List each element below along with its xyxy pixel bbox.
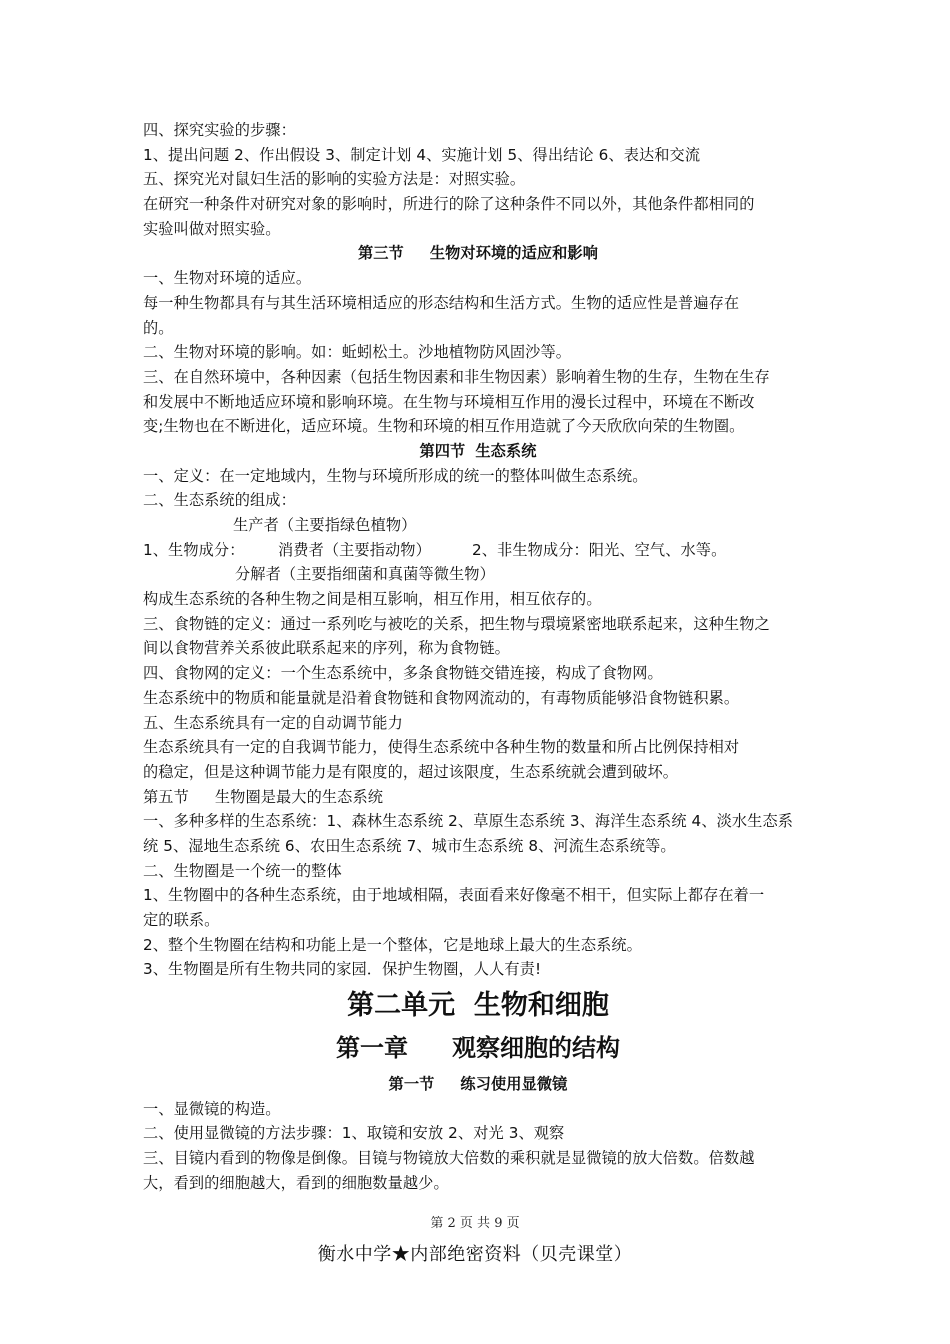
- text-line: 大，看到的细胞越大，看到的细胞数量越少。: [143, 1173, 449, 1192]
- footer-brand: 衡水中学★内部绝密资料（贝壳课堂）: [317, 1244, 633, 1265]
- text-line: 3、生物圈是所有生物共同的家园．保护生物圈，人人有责!: [143, 960, 542, 979]
- text-line: 三、在自然环境中，各种因素（包括生物因素和非生物因素）影响着生物的生存，生物在生存: [143, 367, 770, 386]
- text-line: 和发展中不断地适应环境和影响环境。在生物与环境相互作用的漫长过程中，环境在不断改: [143, 392, 755, 411]
- section-number: 第五节: [143, 787, 189, 806]
- text-line: 一、定义：在一定地域内，生物与环境所形成的统一的整体叫做生态系统。: [143, 466, 648, 485]
- text-line: 1、生物圈中的各种生态系统，由于地域相隔，表面看来好像毫不相干，但实际上都存在着一: [143, 886, 765, 905]
- text-line: 每一种生物都具有与其生活环境相适应的形态结构和生活方式。生物的适应性是普遍存在: [143, 293, 740, 312]
- text-line: 生态系统具有一定的自我调节能力，使得生态系统中各种生物的数量和所占比例保持相对: [143, 738, 740, 757]
- text-line: 一、生物对环境的适应。: [143, 269, 312, 288]
- text-line: 三、目镜内看到的物像是倒像。目镜与物镜放大倍数的乘积就是显微镜的放大倍数。倍数越: [143, 1149, 755, 1168]
- text-line: 间以食物营养关系彼此联系起来的序列，称为食物链。: [143, 639, 510, 658]
- text-line: 实验叫做对照实验。: [143, 219, 281, 238]
- section-number: 第四节: [419, 441, 466, 460]
- nonbio-component-text: 2、非生物成分：阳光、空气、水等。: [472, 540, 727, 559]
- section-heading: [143, 241, 813, 266]
- text-line: 1、提出问题 2、作出假设 3、制定计划 4、实施计划 5、得出结论 6、表达和交流: [143, 145, 701, 164]
- text-line: 二、生物对环境的影响。如：蚯蚓松土。沙地植物防风固沙等。: [143, 343, 572, 362]
- components-line: [143, 538, 813, 563]
- text-line: 变;生物也在不断进化，适应环境。生物和环境的相互作用造就了今天欣欣向荣的生物圈。: [143, 417, 745, 436]
- text-line: 的。: [143, 318, 174, 337]
- text-line: 五、探究光对鼠妇生活的影响的实验方法是：对照实验。: [143, 170, 526, 189]
- text-line: 构成生态系统的各种生物之间是相互影响，相互作用，相互依存的。: [143, 590, 602, 609]
- text-line: 2、整个生物圈在结构和功能上是一个整体，它是地球上最大的生态系统。: [143, 935, 642, 954]
- producer-line: 生产者（主要指绿色植物）: [233, 516, 417, 534]
- text-line: 二、生态系统的组成：: [143, 491, 296, 510]
- section-heading: [143, 1072, 813, 1097]
- chapter-title: [143, 1028, 813, 1072]
- text-line: 定的联系。: [143, 911, 220, 929]
- text-line: 生态系统中的物质和能量就是沿着食物链和食物网流动的，有毒物质能够沿食物链积累。: [143, 688, 740, 707]
- unit-title: 第二单元 生物和细胞: [347, 990, 609, 1022]
- consumer-text: 消费者（主要指动物）: [278, 540, 431, 559]
- text-line: 二、生物圈是一个统一的整体: [143, 861, 342, 880]
- text-line: 四、食物网的定义：一个生态系统中，多条食物链交错连接，构成了食物网。: [143, 664, 663, 683]
- chapter-number: 第一章: [336, 1034, 408, 1063]
- section-name: 生物对环境的适应和影响: [429, 244, 599, 263]
- text-line: 四、探究实验的步骤：: [143, 121, 296, 139]
- text-line: 二、使用显微镜的方法步骤：1、取镜和安放 2、对光 3、观察: [143, 1124, 565, 1143]
- text-line: 三、食物链的定义：通过一系列吃与被吃的关系，把生物与環境紧密地联系起来，这种生物之: [143, 614, 770, 633]
- section-heading: [143, 439, 813, 464]
- text-line: 统 5、湿地生态系统 6、农田生态系统 7、城市生态系统 8、河流生态系统等。: [143, 836, 676, 855]
- section-name: 生态系统: [475, 441, 537, 460]
- text-line: 一、多种多样的生态系统：1、森林生态系统 2、草原生态系统 3、海洋生态系统 4、淡水生态系: [143, 812, 794, 831]
- section-number: 第三节: [357, 244, 404, 263]
- text-line: 五、生态系统具有一定的自动调节能力: [143, 713, 403, 732]
- chapter-name: 观察细胞的结构: [452, 1034, 620, 1063]
- page-content: [143, 118, 813, 1196]
- section-heading-inline: [143, 785, 813, 810]
- text-line: 在研究一种条件对研究对象的影响时，所进行的除了这种条件不同以外，其他条件都相同的: [143, 195, 755, 214]
- section-name: 练习使用显微镜: [460, 1075, 568, 1094]
- bio-component-label: 1、生物成分：: [143, 540, 245, 559]
- text-line: 一、显微镜的构造。: [143, 1099, 281, 1118]
- text-line: 的稳定，但是这种调节能力是有限度的，超过该限度，生态系统就会遭到破坏。: [143, 762, 679, 781]
- decomposer-line: 分解者（主要指细菌和真菌等微生物）: [235, 565, 495, 584]
- section-number: 第一节: [388, 1075, 435, 1094]
- page-number: 第 2 页 共 9 页: [430, 1216, 520, 1231]
- section-name: 生物圈是最大的生态系统: [214, 787, 384, 806]
